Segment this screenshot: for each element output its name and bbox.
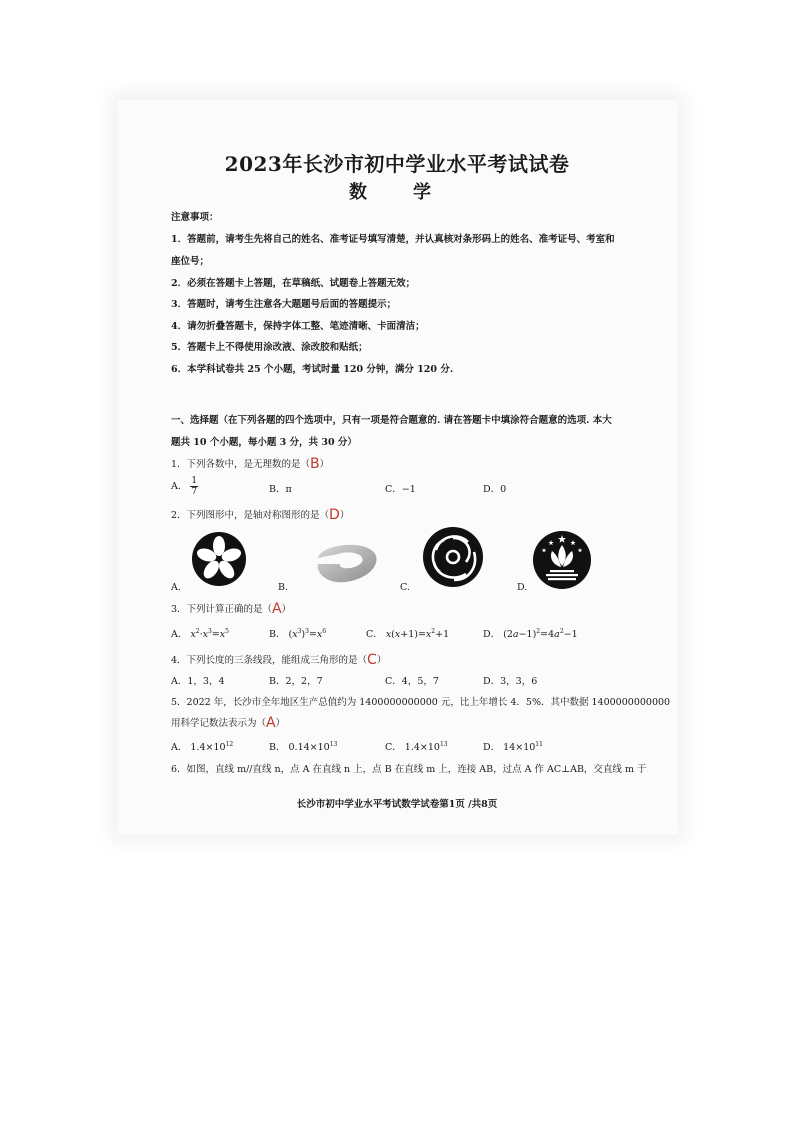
q4-option-b: B．2，2，7 (269, 676, 323, 687)
q5-b-label: B． (269, 742, 286, 753)
q1-a-numerator: 1 (191, 476, 198, 486)
q5-stem (171, 714, 285, 730)
q2-stem-text: 2．下列图形中，是轴对称图形的是（ (171, 510, 330, 521)
notice-item-2: 2．必须在答题卡上答题，在草稿纸、试题卷上答题无效； (171, 278, 416, 289)
q1-a-label: A． (171, 481, 188, 492)
q1-close: ） (319, 459, 330, 470)
q4-close: ） (376, 655, 387, 666)
q2-stem (171, 506, 349, 522)
notice-item-3: 3．答题时，请考生注意各大题题号后面的答题提示； (171, 299, 397, 310)
q2-option-c: C. (400, 582, 410, 593)
q5-close: ） (275, 718, 286, 729)
q4-stem-text: 4．下列长度的三条线段，能组成三角形的是（ (171, 655, 368, 666)
q2-option-b: B. (278, 582, 289, 593)
q1-stem (171, 455, 329, 471)
q3-option-a: A． $x^2\cdot x^3=x^5$ (171, 627, 229, 640)
q1-option-a (171, 476, 198, 497)
exam-subject: 数 学 (349, 182, 445, 203)
notice-item-4: 4．请勿折叠答题卡，保持字体工整、笔迹清晰、卡面清洁； (171, 321, 425, 332)
q5-a-label: A． (171, 742, 188, 753)
q2-option-a: A. (171, 582, 181, 593)
hong-kong-emblem-image (191, 531, 247, 587)
ring-logo-image (310, 540, 380, 586)
q2-answer: D (329, 507, 340, 523)
q3-stem-text: 3．下列计算正确的是（ (171, 604, 273, 615)
q2-close: ） (339, 510, 350, 521)
section-heading-line2: 题共 10 个小题，每小题 3 分，共 30 分） (171, 437, 357, 448)
q6-line1: 6．如图，直线 m//直线 n，点 A 在直线 n 上，点 B 在直线 m 上，连接 AB，过点 A 作 AC⊥AB，交直线 m 于 (171, 764, 647, 775)
q5-option-b: B． $0.14\times 10^{13}$ (269, 740, 338, 753)
q1-a-denominator: 7 (191, 487, 198, 497)
q5-d-label: D． (483, 742, 501, 753)
page-footer: 长沙市初中学业水平考试数学试卷第1页 /共8页 (296, 799, 498, 810)
notice-item-1-cont: 座位号； (171, 256, 210, 267)
notice-heading: 注意事项： (171, 212, 219, 223)
q1-a-fraction (190, 476, 198, 497)
q5-c-label: C． (385, 742, 402, 753)
q1-option-c: C．−1 (385, 484, 416, 495)
q1-stem-text: 1．下列各数中，是无理数的是（ (171, 459, 311, 470)
q1-answer: B (310, 456, 320, 472)
q3-answer: A (272, 601, 282, 617)
q4-answer: C (367, 652, 377, 668)
notice-item-6: 6．本学科试卷共 25 个小题，考试时量 120 分钟，满分 120 分. (171, 364, 454, 375)
spiral-logo-image (422, 526, 484, 588)
q3-option-c: C． $x(x+1)=x^2+1$ (366, 627, 450, 640)
q3-a-label: A． (171, 629, 188, 640)
exam-title: 2023年长沙市初中学业水平考试试卷 (224, 152, 570, 176)
q3-close: ） (281, 604, 292, 615)
q5-option-a: A． $1.4\times 10^{12}$ (171, 740, 234, 753)
q5-answer: A (266, 715, 276, 731)
q4-option-c: C．4，5，7 (385, 676, 439, 687)
macau-emblem-image (532, 530, 592, 590)
q3-d-label: D． (483, 629, 501, 640)
q3-c-label: C． (366, 629, 383, 640)
notice-item-5: 5．答题卡上不得使用涂改液、涂改胶和贴纸； (171, 342, 368, 353)
q4-stem (171, 651, 386, 667)
q5-option-c: C． $1.4\times 10^{13}$ (385, 740, 448, 753)
q5-option-d: D． $14\times 10^{11}$ (483, 740, 543, 753)
q3-stem (171, 600, 291, 616)
q3-option-d: D． $(2a-1)^2=4a^2-1$ (483, 627, 578, 640)
q4-option-a: A．1，3，4 (171, 676, 225, 687)
q3-option-b: B． $(x^3)^3=x^6$ (269, 627, 327, 640)
q5-line1: 5．2022 年，长沙市全年地区生产总值约为 1400000000000 元，比上年增长 4．5%．其中数据 1400000000000 (171, 697, 671, 708)
q2-option-d: D. (517, 582, 528, 593)
section-heading-line1: 一、选择题（在下列各题的四个选项中，只有一项是符合题意的. 请在答题卡中填涂符合题意的选项. 本大 (171, 415, 612, 426)
q5-stem-text: 用科学记数法表示为（ (171, 718, 267, 729)
q1-option-b: B．π (269, 484, 292, 495)
q4-option-d: D．3，3，6 (483, 676, 538, 687)
q1-option-d: D．0 (483, 484, 507, 495)
q3-b-label: B． (269, 629, 286, 640)
notice-item-1: 1．答题前，请考生先将自己的姓名、准考证号填写清楚，并认真核对条形码上的姓名、准考证号、考室和 (171, 234, 615, 245)
